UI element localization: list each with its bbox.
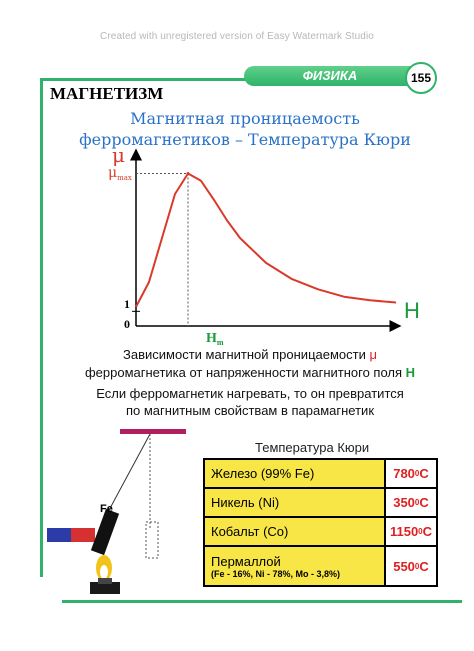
curie-temperature-value: 350 [393,495,415,510]
burner-icon [90,578,120,594]
caption-line4: по магнитным свойствам в парамагнетик [125,403,375,418]
flame-icon [96,555,112,581]
caption-line1-text: Зависимости магнитной проницаемости [123,347,370,362]
material-name: Железо (99% Fe) [211,466,315,481]
curie-table [203,458,438,587]
curie-table-row [205,487,436,516]
material-name: Кобальт (Co) [211,524,289,539]
curie-table-row [205,516,436,545]
x-peak-label: $H_m$ [206,331,224,347]
watermark-text: Created with unregistered version of Easy Watermark Studio [100,31,374,42]
curie-temperature-value: 780 [393,466,415,481]
x-axis-label: H [404,298,420,323]
degree-mark: 0 [414,469,420,478]
iron-sample [91,509,119,555]
material-name: Пермаллой [211,553,281,569]
origin-label: 0 [124,317,130,331]
page-number: 155 [405,62,437,94]
section-title: МАГНЕТИЗМ [50,84,164,103]
y-axis-label: μ [112,143,125,167]
magnet-icon [47,528,95,542]
caption-mu-symbol: μ [369,347,377,362]
material-name-cell [205,460,386,487]
curie-temperature-cell [386,489,436,516]
curie-table-row [205,545,436,585]
material-name: Никель (Ni) [211,495,280,510]
suspension-bar [120,429,186,434]
curie-temperature-value: 550 [393,558,415,574]
suspension-thread [108,434,150,512]
curie-temperature-cell [386,460,436,487]
temperature-unit: C [419,466,429,481]
iron-label: Fe [100,503,113,515]
material-name-cell [205,518,386,545]
temperature-unit: C [419,495,429,510]
material-name-cell [205,489,386,516]
material-name-cell [205,547,386,585]
caption-line3: Если ферромагнетик нагревать, то он превратится [96,386,404,401]
caption-line2-text: ферромагнетика от напряженности магнитного поля [84,365,406,380]
slide-title-line1: Магнитная проницаемость [130,109,360,128]
degree-mark: 0 [418,527,423,536]
curie-temperature-cell [386,547,436,585]
degree-mark: 0 [414,498,420,507]
y-max-label: $\mu_{max}$ [108,165,132,182]
temperature-unit: C [419,558,429,574]
ghost-sample [146,522,158,558]
temperature-unit: C [422,524,433,539]
curie-temperature-cell [386,518,436,545]
y-tick-one: 1 [124,297,130,311]
degree-mark: 0 [414,561,420,571]
curie-table-title: Температура Кюри [255,440,370,455]
slide-title-line2: ферромагнетиков – Температура Кюри [79,130,411,149]
curie-table-row [205,460,436,487]
curie-temperature-value: 1150 [389,524,419,539]
material-composition: (Fe - 16%, Ni - 78%, Mo - 3,8%) [211,568,341,579]
caption-h-symbol: H [405,365,416,380]
subject-banner: ФИЗИКА [244,66,416,86]
